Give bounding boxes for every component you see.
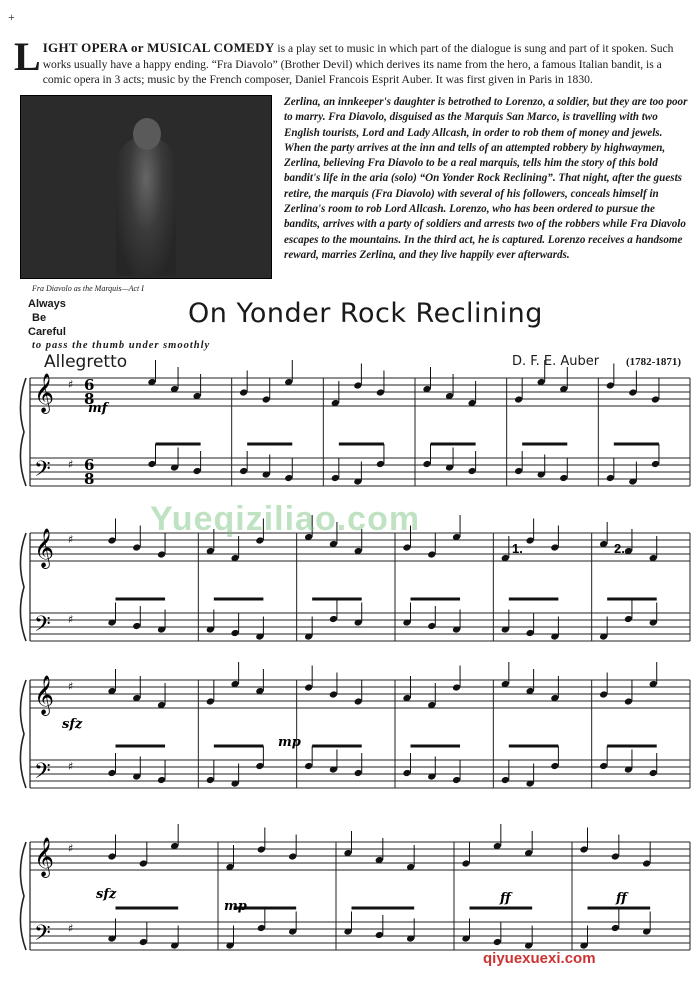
note-heads bbox=[107, 360, 660, 950]
treble-clef: 𝄞 bbox=[34, 373, 55, 413]
bass-clef: 𝄢 bbox=[34, 759, 51, 789]
dynamic-sfz-2: sfz bbox=[96, 887, 117, 902]
key-signature-sharp: ♯ bbox=[68, 842, 74, 855]
key-signature-sharp: ♯ bbox=[68, 378, 74, 391]
treble-clef: 𝄞 bbox=[34, 837, 55, 877]
system-brace bbox=[20, 378, 26, 486]
key-signature-sharp: ♯ bbox=[68, 760, 74, 773]
intro-text: is a play set to music in which part of the dialogue is sung and part of it spoken. Such works usually have a happy ending. “Fra Diavolo” (Brother Devil) which derives its name from the hero, a famous Italian bandit, is a comic opera in 3 acts; music by the French composer, Daniel Francois Esprit Auber. It was first given in Paris in 1830. bbox=[42, 42, 674, 87]
abc-careful: Careful bbox=[28, 326, 66, 338]
system-brace bbox=[20, 842, 26, 950]
key-signature-sharp: ♯ bbox=[68, 613, 74, 626]
piece-title: On Yonder Rock Reclining bbox=[188, 298, 543, 329]
dynamic-mp-1: mp bbox=[278, 735, 301, 750]
watermark-corner: qiyuexuexi.com bbox=[483, 950, 596, 967]
dynamic-ff-1: ff bbox=[500, 891, 511, 906]
first-ending: 1. bbox=[512, 541, 523, 556]
treble-clef: 𝄞 bbox=[34, 675, 55, 715]
practice-instruction: to pass the thumb under smoothly bbox=[32, 340, 211, 351]
staff-lines bbox=[20, 373, 690, 951]
tempo-marking: Allegretto bbox=[44, 352, 128, 372]
bass-clef: 𝄢 bbox=[34, 612, 51, 642]
key-signature-sharp: ♯ bbox=[68, 680, 74, 693]
dropcap-letter: L bbox=[14, 34, 41, 79]
time-signature: 6 bbox=[84, 376, 95, 394]
treble-clef: 𝄞 bbox=[34, 528, 55, 568]
dynamic-ff-2: ff bbox=[616, 891, 627, 906]
composer-name: D. F. E. Auber bbox=[512, 354, 600, 369]
abc-be: Be bbox=[32, 312, 47, 324]
watermark-center: Yueqiziliao.com bbox=[150, 500, 421, 538]
system-brace bbox=[20, 533, 26, 641]
time-signature: 8 bbox=[84, 470, 95, 488]
time-signature: 8 bbox=[84, 390, 95, 408]
key-signature-sharp: ♯ bbox=[68, 458, 74, 471]
dynamic-mf: mf bbox=[88, 401, 108, 416]
composer-dates: (1782-1871) bbox=[626, 356, 681, 368]
dynamic-mp-2: mp bbox=[224, 899, 247, 914]
time-signature: 6 bbox=[84, 456, 95, 474]
bass-clef: 𝄢 bbox=[34, 457, 51, 487]
bass-clef: 𝄢 bbox=[34, 921, 51, 951]
photo-caption: Fra Diavolo as the Marquis—Act I bbox=[32, 284, 144, 293]
opera-synopsis: Zerlina, an innkeeper's daughter is betrothed to Lorenzo, a soldier, but they are too poor to marry. Fra Diavolo, disguised as the Marquis San Marco, is travelling with two English tourists, Lord and Lady Allcash, in order to rob them of money and jewels. When the party arrives at the inn and tells of an attempted robbery by highwaymen, Zerlina, believing Fra Diavolo to be a real marquis, tells him the story of this bold bandit's life in the aria (solo) “On Yonder Rock Reclining”. That night, after the guests retire, the marquis (Fra Diavolo) with several of his followers, conceals himself in Zerlina's room to rob Lord Allcash. Lorenzo, who has been ordered to pursue the bandits, arrives with a party of soldiers and arrests two of the robbers while Fra Diavolo escapes to the mountains. In the third act, he is captured. Lorenzo receives a handsome reward, marries Zerlina, and they live happily ever afterwards. bbox=[284, 96, 688, 261]
key-signature-sharp: ♯ bbox=[68, 922, 74, 935]
system-brace bbox=[20, 680, 26, 788]
intro-heading: IGHT OPERA or MUSICAL COMEDY bbox=[42, 40, 275, 55]
second-ending: 2. bbox=[614, 541, 625, 556]
dynamic-sfz-1: sfz bbox=[62, 717, 83, 732]
page-marker: + bbox=[8, 10, 15, 24]
abc-always: Always bbox=[28, 298, 66, 310]
key-signature-sharp: ♯ bbox=[68, 533, 74, 546]
